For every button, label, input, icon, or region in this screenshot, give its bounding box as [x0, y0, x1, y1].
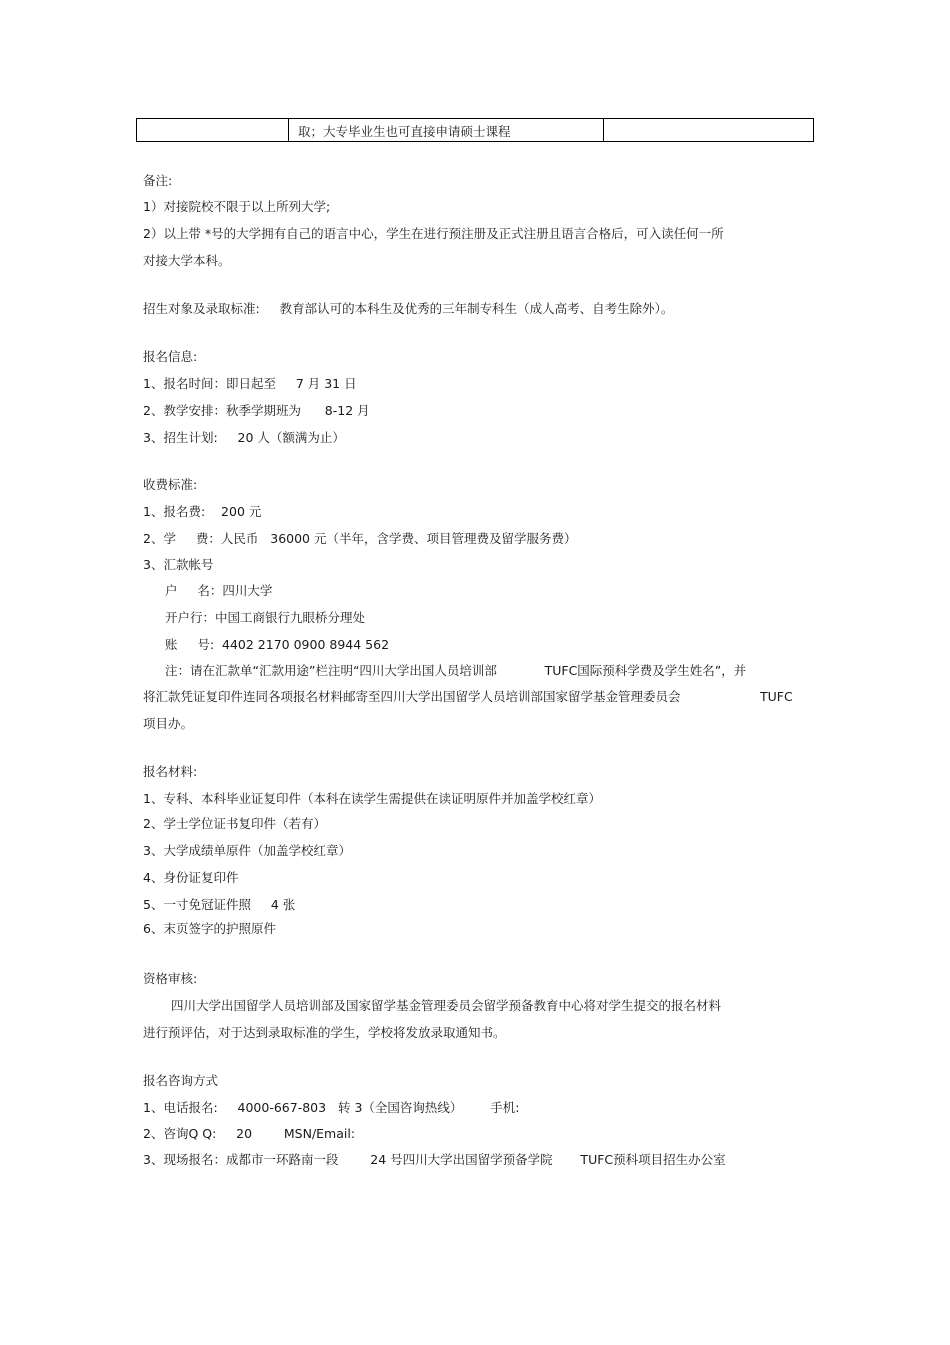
remittance-note-line-3: 项目办。	[143, 716, 194, 731]
remittance-note-line-1: 注：请在汇款单“汇款用途”栏注明“四川大学出国人员培训部 TUFC国际预科学费及学生姓名”，并	[165, 663, 747, 678]
fees-item-1: 1、报名费: 200 元	[143, 504, 262, 519]
account-number: 账 号: 4402 2170 0900 8944 562	[165, 637, 390, 652]
registration-title: 报名信息:	[143, 349, 198, 364]
materials-item-2: 2、学士学位证书复印件（若有）	[143, 816, 326, 831]
table-cell-1	[137, 119, 289, 141]
materials-item-5: 5、一寸免冠证件照 4 张	[143, 897, 296, 912]
review-line-1: 四川大学出国留学人员培训部及国家留学基金管理委员会留学预备教育中心将对学生提交的报名材料	[171, 998, 722, 1013]
fees-item-3: 3、汇款帐号	[143, 557, 214, 572]
account-name: 户 名：四川大学	[165, 583, 273, 598]
fees-item-2: 2、学 费：人民币 36000 元（半年，含学费、项目管理费及留学服务费）	[143, 531, 577, 546]
materials-item-3: 3、大学成绩单原件（加盖学校红章）	[143, 843, 351, 858]
contact-item-2: 2、咨询Q Q: 20 MSN/Email:	[143, 1126, 356, 1141]
contact-item-3: 3、现场报名：成都市一环路南一段 24 号四川大学出国留学预备学院 TUFC预科项目招生办公室	[143, 1152, 726, 1167]
notes-title: 备注:	[143, 173, 173, 188]
materials-item-4: 4、身份证复印件	[143, 870, 239, 885]
admission-criteria: 招生对象及录取标准: 教育部认可的本科生及优秀的三年制专科生（成人高考、自考生除外）。	[143, 301, 674, 316]
contact-title: 报名咨询方式	[143, 1073, 219, 1088]
table-cell-3	[604, 119, 813, 141]
remittance-note-line-2: 将汇款凭证复印件连同各项报名材料邮寄至四川大学出国留学人员培训部国家留学基金管理委员会 TUFC	[143, 689, 793, 704]
contact-item-1: 1、电话报名: 4000-667-803 转 3（全国咨询热线） 手机:	[143, 1100, 520, 1115]
table-row	[136, 118, 814, 142]
bank-name: 开户行：中国工商银行九眼桥分理处	[165, 610, 366, 625]
registration-item-1: 1、报名时间：即日起至 7 月 31 日	[143, 376, 357, 391]
table-cell-2: 取；大专毕业生也可直接申请硕士课程	[289, 119, 604, 141]
review-title: 资格审核:	[143, 971, 198, 986]
notes-item-2-line-2: 对接大学本科。	[143, 253, 231, 268]
notes-item-1: 1）对接院校不限于以上所列大学;	[143, 199, 331, 214]
registration-item-3: 3、招生计划: 20 人（额满为止）	[143, 430, 345, 445]
materials-item-6: 6、末页签字的护照原件	[143, 921, 276, 936]
registration-item-2: 2、教学安排：秋季学期班为 8-12 月	[143, 403, 370, 418]
review-line-2: 进行预评估，对于达到录取标准的学生，学校将发放录取通知书。	[143, 1025, 506, 1040]
materials-item-1: 1、专科、本科毕业证复印件（本科在读学生需提供在读证明原件并加盖学校红章）	[143, 791, 601, 806]
materials-title: 报名材料:	[143, 764, 198, 779]
fees-title: 收费标准:	[143, 477, 198, 492]
notes-item-2-line-1: 2）以上带 *号的大学拥有自己的语言中心，学生在进行预注册及正式注册且语言合格后，可入读任何一所	[143, 226, 724, 241]
